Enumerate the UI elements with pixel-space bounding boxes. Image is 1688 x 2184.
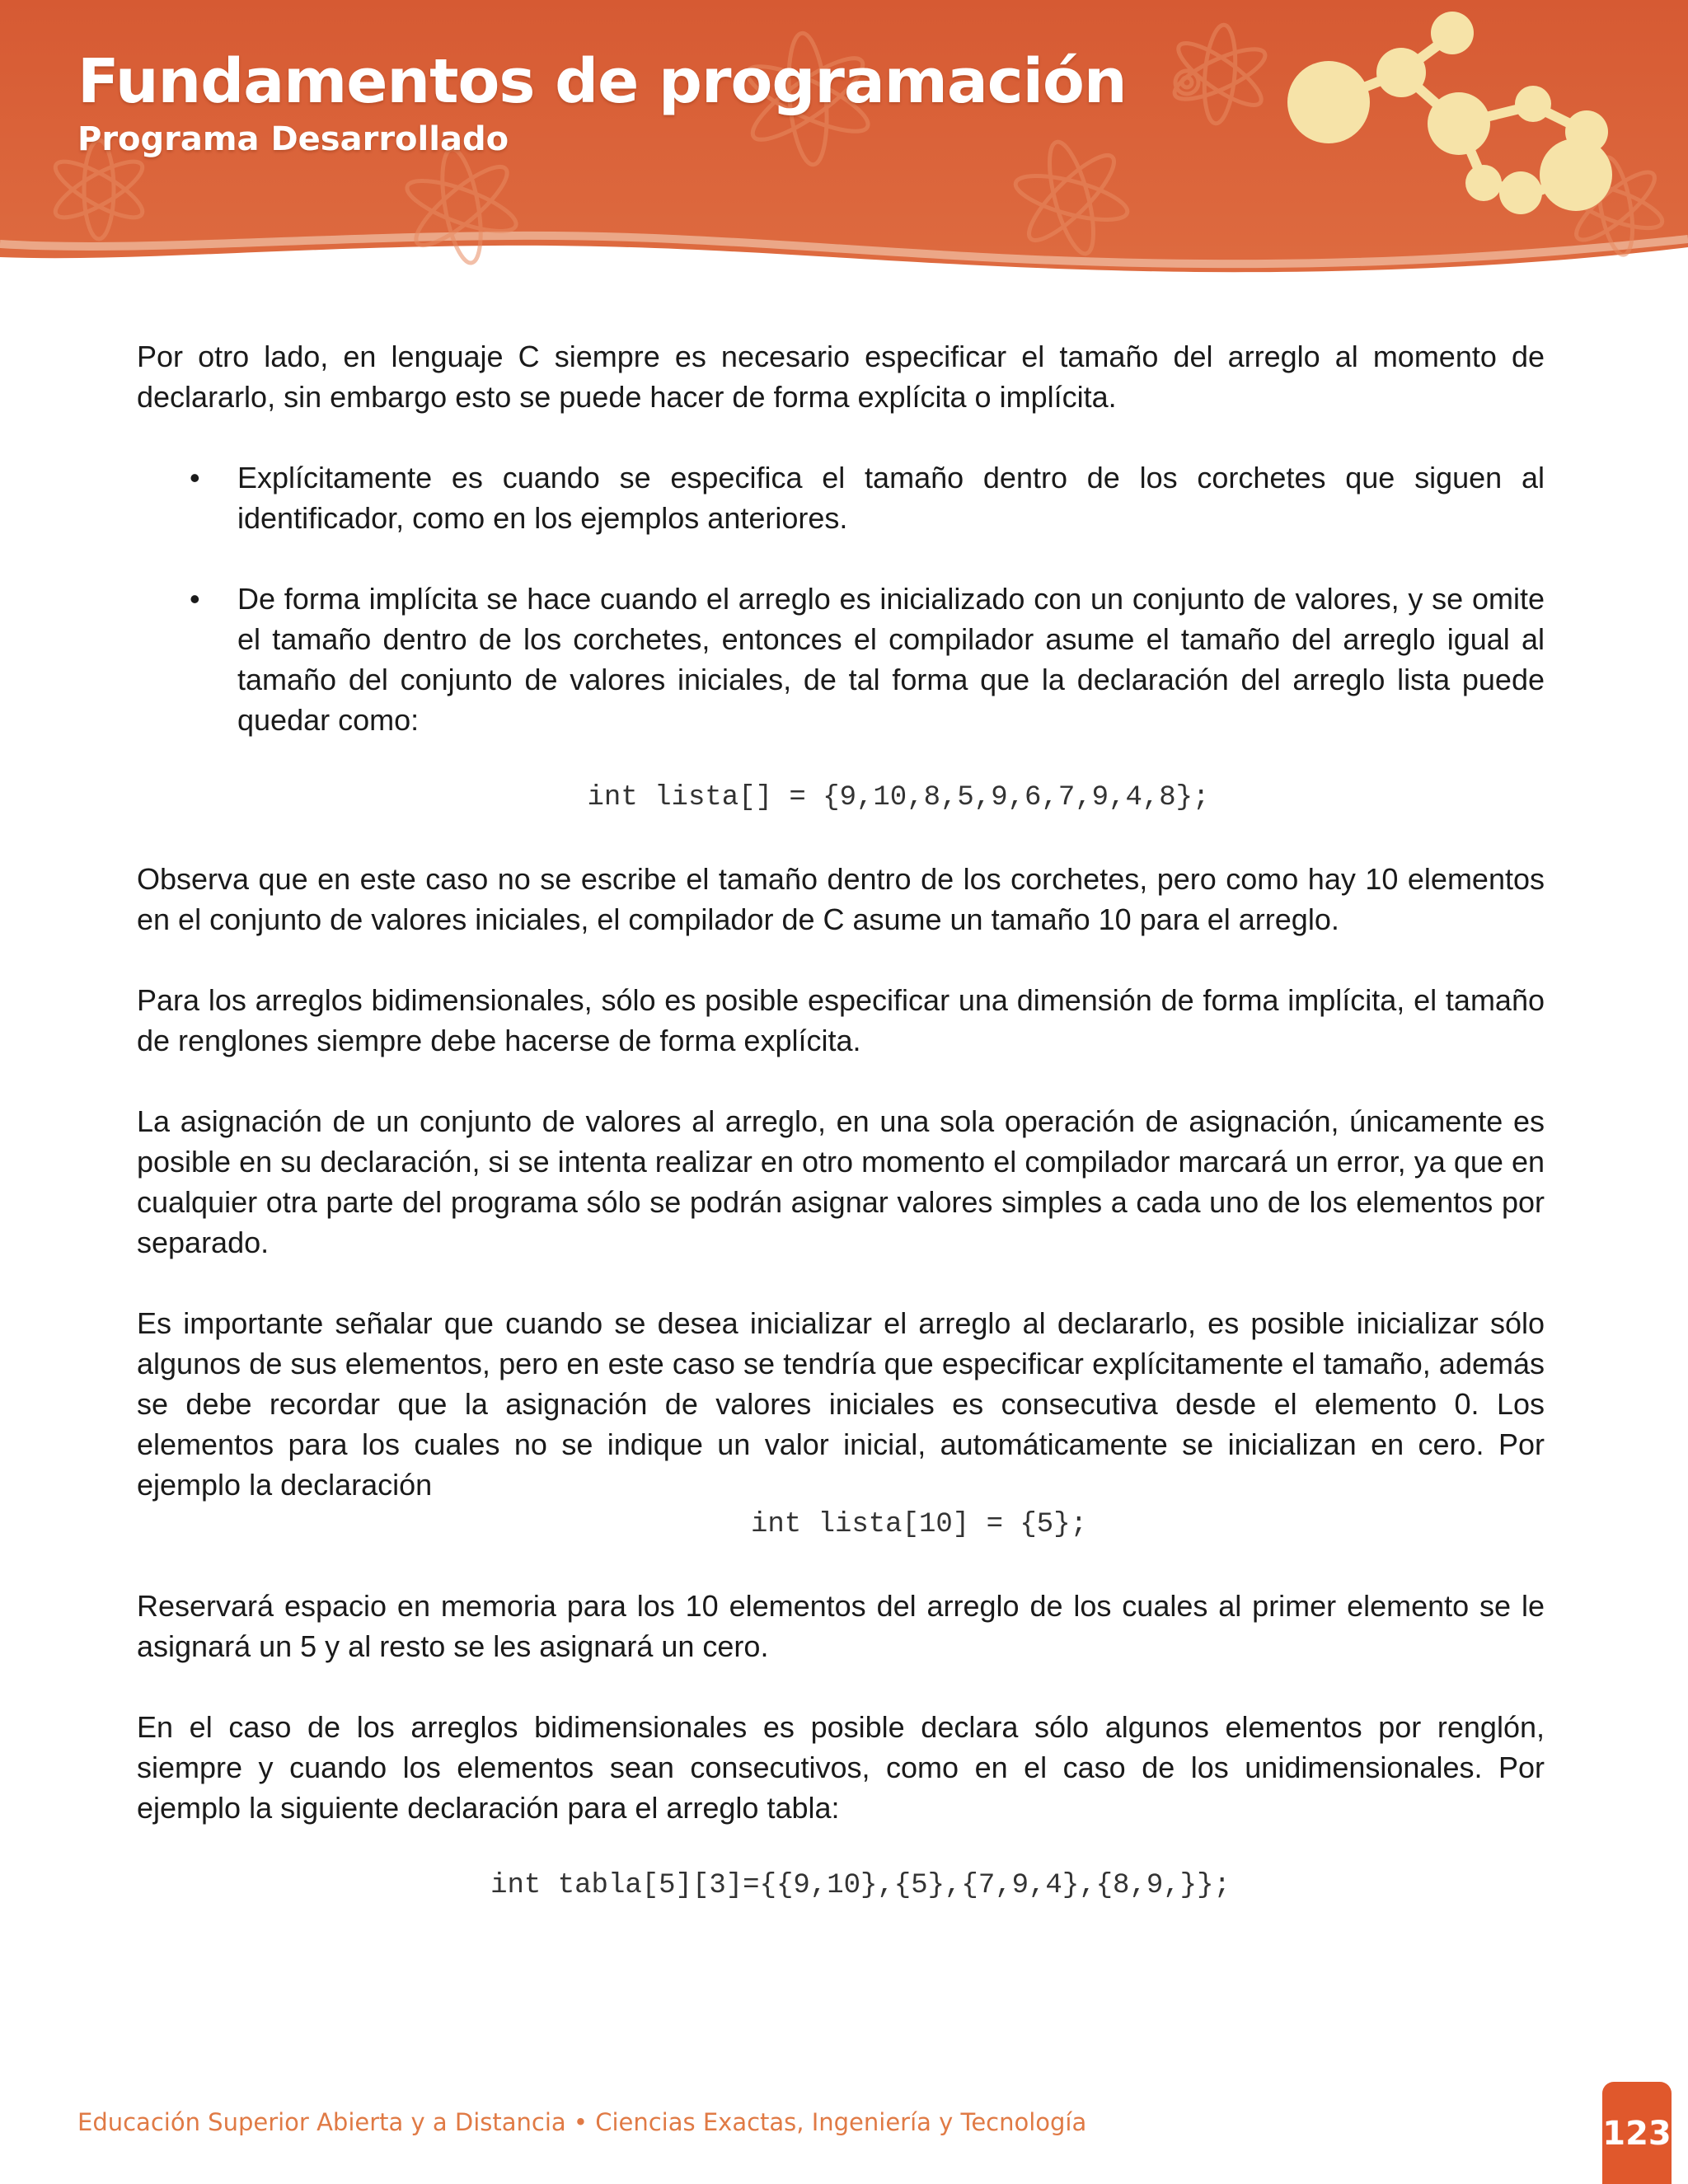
page-number: 123: [1602, 2115, 1672, 2153]
paragraph-importante: Es importante señalar que cuando se desea inicializar el arreglo al declararlo, es posible inicializar sólo algunos de sus elementos, pero en este caso se tendría que especificar explícitamente el tamaño, además se debe recordar que la asignación de valores iniciales es consecutiva desde el elemento 0. Los elementos para los cuales no se indique un valor inicial, automáticamente se inicializan en cero. Por ejemplo la declaración: [137, 1306, 1545, 1502]
paragraph-reservara: Reservará espacio en memoria para los 10 elementos del arreglo de los cuales al primer elemento se le asignará un 5 y al resto se les asignará un cero.: [137, 1589, 1545, 1663]
bullet-text: Explícitamente es cuando se especifica el tamaño dentro de los corchetes que siguen al identificador, como en los ejemplos anteriores.: [237, 461, 1545, 535]
code-sample-lista10: int lista[10] = {5};: [750, 1509, 1088, 1540]
paragraph-asignacion: La asignación de un conjunto de valores al arreglo, en una sola operación de asignación, únicamente es posible en su declaración, si se intenta realizar en otro momento el compilador marcará un error, ya que en cualquier otra parte del programa sólo se podrán asignar valores simples a cada uno de los elementos por separado.: [137, 1104, 1545, 1259]
document-body: [137, 336, 1545, 1906]
code-sample-tabla: int tabla[5][3]={{9,10},{5},{7,9,4},{8,9,}};: [490, 1870, 1231, 1901]
page-title: Fundamentos de programación: [77, 46, 1127, 117]
bullet-list: [137, 457, 1545, 740]
bullet-item-implicit: [137, 579, 1545, 740]
page-number-tab: [1602, 2082, 1672, 2184]
paragraph-intro: Por otro lado, en lenguaje C siempre es necesario especificar el tamaño del arreglo al momento de declararlo, sin embargo esto se puede hacer de forma explícita o implícita.: [137, 340, 1545, 414]
paragraph-bidimensionales: Para los arreglos bidimensionales, sólo es posible especificar una dimensión de forma implícita, el tamaño de renglones siempre debe hacerse de forma explícita.: [137, 983, 1545, 1057]
paragraph-tabla: En el caso de los arreglos bidimensionales es posible declara sólo algunos elementos por renglón, siempre y cuando los elementos sean consecutivos, como en el caso de los unidimensionales. Por ejemplo la siguiente declaración para el arreglo tabla:: [137, 1710, 1545, 1825]
footer-text: Educación Superior Abierta y a Distancia • Ciencias Exactas, Ingeniería y Tecnología: [77, 2108, 1087, 2136]
bullet-text: De forma implícita se hace cuando el arreglo es inicializado con un conjunto de valores, y se omite el tamaño dentro de los corchetes, entonces el compilador asume el tamaño del arreglo igual al tamaño del conjunto de valores iniciales, de tal forma que la declaración del arreglo lista puede quedar como:: [237, 582, 1545, 737]
code-sample-lista: int lista[] = {9,10,8,5,9,6,7,9,4,8};: [587, 782, 1210, 813]
bullet-item-explicit: [137, 457, 1545, 538]
bullet-icon: •: [190, 582, 200, 616]
page-header: [0, 0, 1688, 297]
paragraph-observa: Observa que en este caso no se escribe el tamaño dentro de los corchetes, pero como hay 10 elementos en el conjunto de valores iniciales, el compilador de C asume un tamaño 10 para el arreglo.: [137, 862, 1545, 936]
bullet-icon: •: [190, 461, 200, 494]
page-subtitle: Programa Desarrollado: [77, 120, 509, 158]
